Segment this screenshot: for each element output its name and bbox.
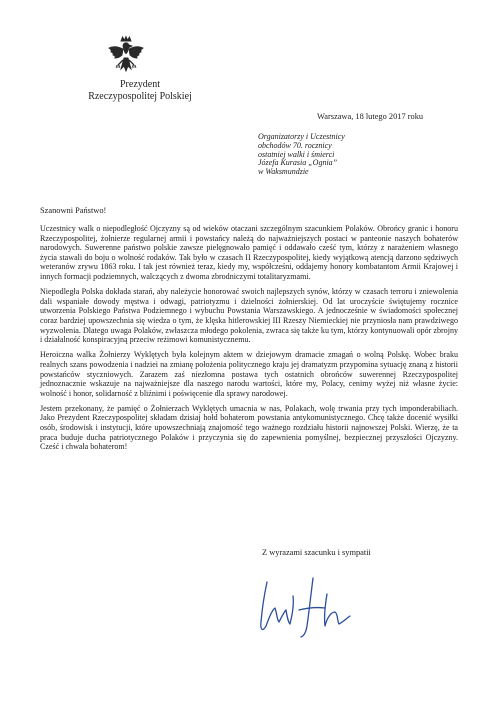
recipient-line: ostatniej walki i śmierci: [258, 149, 335, 159]
office-header: [80, 79, 200, 103]
body-paragraph: Jestem przekonany, że pamięć o Żołnierzach Wyklętych umacnia w nas, Polakach, wolę trwania przy tych imponderabiliach. Jako Prezydent Rzeczypospolitej składam dzisiaj hołd bohaterom powstania antykomunistycznego. Chcę także docenić wysiłki osób, środowisk i instytucji, które upowszechniają znajomość tego ważnego rozdziału historii najnowszej Polski. Wierzę, że ta praca buduje ducha patriotycznego Polaków i przyczynia się do zapewnienia pomyślnej, bezpiecznej przyszłości Ojczyzny. Cześć i chwała bohaterom!: [40, 403, 458, 452]
recipient-block: [258, 133, 408, 177]
recipient-line: w Waksmundzie: [258, 167, 309, 177]
eagle-emblem-icon: [107, 35, 145, 77]
recipient-line: Organizatorzy i Uczestnicy: [258, 132, 345, 141]
salutation: Szanowni Państwo!: [40, 206, 107, 215]
closing-phrase: Z wyrazami szacunku i sympatii: [262, 548, 371, 557]
letter-body: [40, 224, 458, 457]
office-title-line2: Rzeczypospolitej Polskiej: [88, 91, 192, 102]
office-title-line1: Prezydent: [120, 79, 160, 90]
signature-icon: [255, 574, 375, 640]
recipient-line: Józefa Kurasia „Ognia”: [258, 158, 338, 168]
body-paragraph: Uczestnicy walk o niepodległość Ojczyzny są od wieków otaczani szczególnym szacunkiem Polaków. Obrońcy granic i honoru Rzeczypospolitej, żołnierze regularnej armii i powstańcy należą do najważniejszych postaci w panteonie naszych bohaterów narodowych. Suwerenne państwo polskie zawsze pielęgnowało pamięć i oddawało cześć tym, którzy z narażeniem własnego życia stawali do boju o wolność rodaków. Tak było w czasach II Rzeczypospolitej, kiedy wyjątkową atencją darzono sędziwych weteranów zrywu 1863 roku. I tak jest również teraz, kiedy my, współcześni, oddajemy honory kombatantom Armii Krajowej i innych formacji podziemnych, walczących z dwoma zbrodniczymi totalitaryzmami.: [40, 224, 458, 281]
body-paragraph: Heroiczna walka Żołnierzy Wyklętych była kolejnym aktem w dziejowym dramacie zmagań o wolną Polskę. Wobec braku realnych szans powodzenia i nadziei na zmianę położenia politycznego kraju jej dramatyzm przypomina sytuację znaną z historii powstańców styczniowych. Zarazem zaś niezłomna postawa tych ostatnich obrońców suwerennej Rzeczypospolitej jednoznacznie wskazuje na najważniejsze dla naszego narodu wartości, które my, Polacy, cenimy wyżej niż własne życie: wolność i honor, solidarność z bliźnimi i poświęcenie dla sprawy narodowej.: [40, 350, 458, 398]
letter-date: Warszawa, 18 lutego 2017 roku: [317, 112, 424, 121]
body-paragraph: Niepodległa Polska dokłada starań, aby należycie honorować swoich najlepszych synów, którzy w czasach terroru i zniewolenia dali wspaniałe dowody męstwa i odwagi, patriotyzmu i dzielności żołnierskiej. Od lat uroczyście świętujemy rocznice utworzenia Polskiego Państwa Podziemnego i wybuchu Powstania Warszawskiego. A jednocześnie w świadomości społecznej coraz bardziej upowszechnia się wiedza o tym, że klęska hitlerowskiej III Rzeszy Niemieckiej nie przyniosła nam prawdziwego wyzwolenia. Dlatego uwaga Polaków, zwłaszcza młodego pokolenia, zwraca się także ku tym, którzy kontynuowali opór zbrojny i działalność konspiracyjną przeciw reżimowi komunistycznemu.: [40, 287, 458, 345]
recipient-line: obchodów 70. rocznicy: [258, 140, 332, 150]
